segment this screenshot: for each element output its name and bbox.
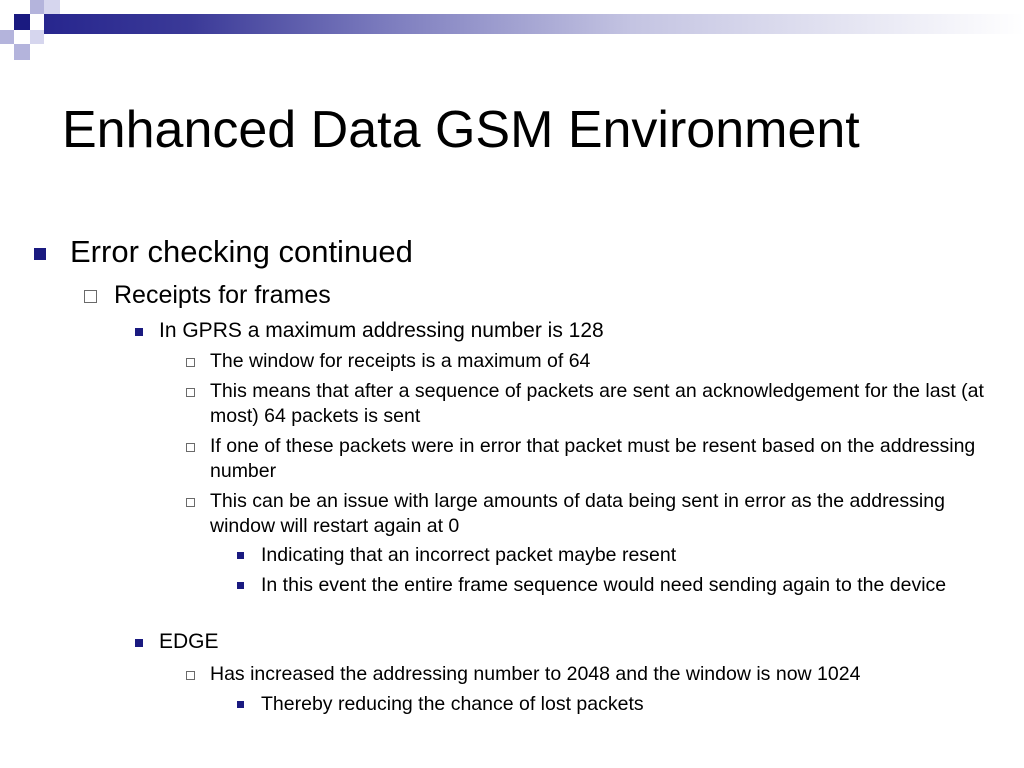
bullet-text: Indicating that an incorrect packet maybe resent (261, 544, 677, 566)
bullet-text: EDGE (159, 630, 219, 653)
decor-square (14, 44, 30, 60)
filled-square-bullet-icon (237, 552, 244, 559)
decor-square (0, 30, 14, 44)
slide-title: Enhanced Data GSM Environment (62, 101, 860, 159)
bullet-text: In this event the entire frame sequence would need sending again to the device (261, 574, 947, 596)
hollow-square-bullet-icon (186, 443, 195, 452)
bullet-text: This can be an issue with large amounts of data being sent in error as the addressing window will restart again at 0 (210, 490, 945, 537)
hollow-square-bullet-icon (186, 498, 195, 507)
decor-square (14, 14, 30, 30)
bullet-text: Error checking continued (70, 234, 413, 269)
bullet-text: In GPRS a maximum addressing number is 128 (159, 319, 604, 342)
header-decoration (0, 0, 1024, 64)
bullet-text: Has increased the addressing number to 2048 and the window is now 1024 (210, 663, 861, 685)
hollow-square-bullet-icon (186, 388, 195, 397)
bullet-text: Receipts for frames (114, 281, 331, 309)
filled-square-bullet-icon (237, 582, 244, 589)
bullet-text: Thereby reducing the chance of lost packets (261, 693, 644, 715)
hollow-square-bullet-icon (186, 671, 195, 680)
decor-square (30, 0, 44, 14)
decor-square (30, 30, 44, 44)
decor-square (44, 0, 60, 14)
bullet-text: This means that after a sequence of packets are sent an acknowledgement for the last (at most) 64 packets is sent (210, 380, 984, 427)
filled-square-bullet-icon (135, 328, 143, 336)
filled-square-bullet-icon (237, 701, 244, 708)
filled-square-bullet-icon (135, 639, 143, 647)
bullet-text: The window for receipts is a maximum of 64 (210, 350, 591, 372)
filled-square-bullet-icon (34, 248, 46, 260)
bullet-text: If one of these packets were in error that packet must be resent based on the addressing number (210, 435, 976, 482)
hollow-square-bullet-icon (186, 358, 195, 367)
decor-gradient-bar (44, 14, 1024, 34)
hollow-square-bullet-icon (84, 290, 97, 303)
